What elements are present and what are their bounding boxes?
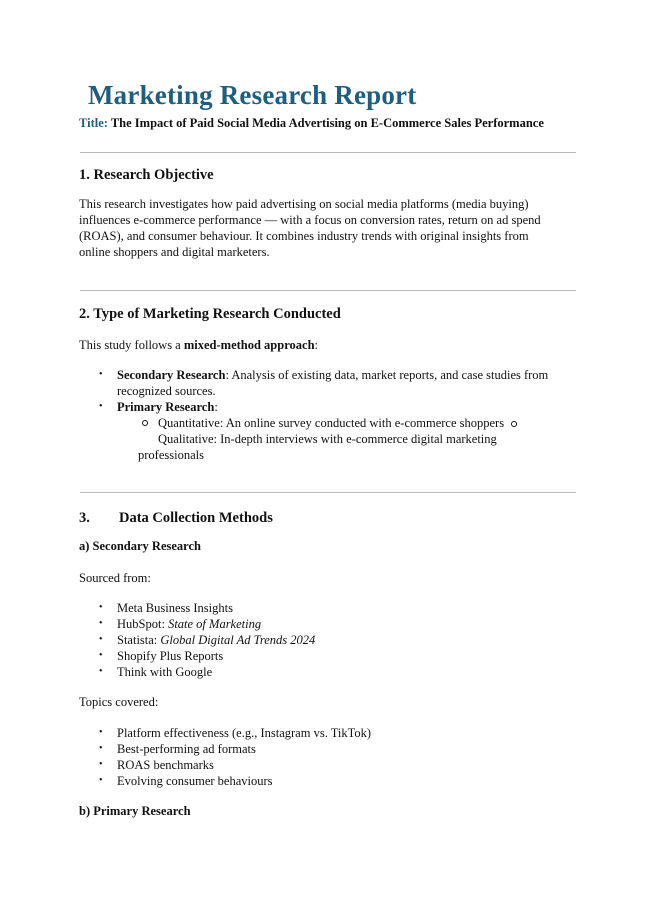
bullet-icon: •	[99, 759, 103, 770]
bullet-icon: •	[99, 401, 103, 412]
list-item	[79, 367, 579, 399]
primary-sublist	[138, 415, 582, 463]
topic-text: ROAS benchmarks	[117, 758, 214, 772]
list-item	[79, 741, 579, 757]
bullet-icon: •	[99, 775, 103, 786]
section-3-title: Data Collection Methods	[119, 510, 273, 526]
primary-research-label: Primary Research	[117, 400, 215, 414]
quantitative-text: Quantitative: An online survey conducted with e-commerce shoppers	[158, 416, 505, 430]
section-3-number: 3.	[79, 510, 90, 526]
bullet-icon: •	[99, 727, 103, 738]
section-divider	[80, 152, 576, 153]
secondary-research-text-cont: recognized sources.	[117, 384, 216, 398]
source-text: Think with Google	[117, 665, 213, 679]
bullet-icon: •	[99, 634, 103, 645]
primary-research-colon: :	[214, 400, 218, 414]
qualitative-text-cont: professionals	[138, 448, 204, 462]
bullet-icon: •	[99, 369, 103, 380]
intro-colon: :	[314, 338, 319, 352]
secondary-research-label: Secondary Research	[117, 368, 226, 382]
source-text: Statista:	[117, 633, 161, 647]
section-1-heading: 1. Research Objective	[79, 167, 214, 183]
secondary-research-text: : Analysis of existing data, market reports, and case studies from	[225, 368, 549, 382]
list-item	[79, 664, 579, 680]
list-item	[142, 415, 582, 447]
bullet-icon: •	[99, 602, 103, 613]
topic-text: Best-performing ad formats	[117, 742, 256, 756]
primary-research-heading: b) Primary Research	[79, 804, 191, 818]
list-item	[79, 399, 579, 415]
source-title: Global Digital Ad Trends 2024	[160, 633, 316, 647]
qualitative-text: Qualitative: In-depth interviews with e-commerce digital marketing	[158, 432, 497, 446]
report-title: Marketing Research Report	[88, 80, 417, 110]
list-item	[79, 600, 579, 616]
section-divider	[80, 492, 576, 493]
section-2-intro	[79, 337, 318, 353]
section-1-line-4: online shoppers and digital marketers.	[79, 245, 270, 259]
section-1-line-2: influences e-commerce performance — with a focus on conversion rates, return on ad spend	[79, 213, 541, 227]
topics-covered-label: Topics covered:	[79, 695, 159, 709]
list-item	[79, 725, 579, 741]
source-title: State of Marketing	[168, 617, 262, 631]
list-item	[79, 773, 579, 789]
circle-bullet-icon	[511, 421, 517, 427]
circle-bullet-icon	[142, 420, 148, 426]
topics-list	[79, 725, 579, 789]
topic-text: Evolving consumer behaviours	[117, 774, 273, 788]
subtitle-label: Title:	[79, 116, 108, 130]
intro-text: This study follows a	[79, 338, 184, 352]
topic-text: Platform effectiveness (e.g., Instagram vs. TikTok)	[117, 726, 372, 740]
section-3-heading	[79, 510, 273, 527]
sourced-from-label: Sourced from:	[79, 571, 151, 585]
source-text: HubSpot:	[117, 617, 169, 631]
list-item	[79, 616, 579, 632]
bullet-icon: •	[99, 743, 103, 754]
section-2-heading: 2. Type of Marketing Research Conducted	[79, 306, 341, 322]
source-text: Shopify Plus Reports	[117, 649, 224, 663]
bullet-icon: •	[99, 618, 103, 629]
secondary-research-heading: a) Secondary Research	[79, 539, 201, 553]
bullet-icon: •	[99, 666, 103, 677]
research-type-list	[79, 367, 579, 415]
list-item	[79, 757, 579, 773]
bullet-icon: •	[99, 650, 103, 661]
list-item	[79, 632, 579, 648]
intro-bold: mixed-method approach	[183, 338, 315, 352]
list-item	[79, 648, 579, 664]
section-1-line-3: (ROAS), and consumer behaviour. It combines industry trends with original insights from	[79, 229, 529, 243]
subtitle-text: The Impact of Paid Social Media Advertising on E-Commerce Sales Performance	[110, 116, 544, 130]
section-divider	[80, 290, 576, 291]
report-subtitle	[79, 116, 544, 131]
source-text: Meta Business Insights	[117, 601, 233, 615]
sources-list	[79, 600, 579, 680]
section-1-line-1: This research investigates how paid advertising on social media platforms (media buying)	[79, 197, 529, 211]
